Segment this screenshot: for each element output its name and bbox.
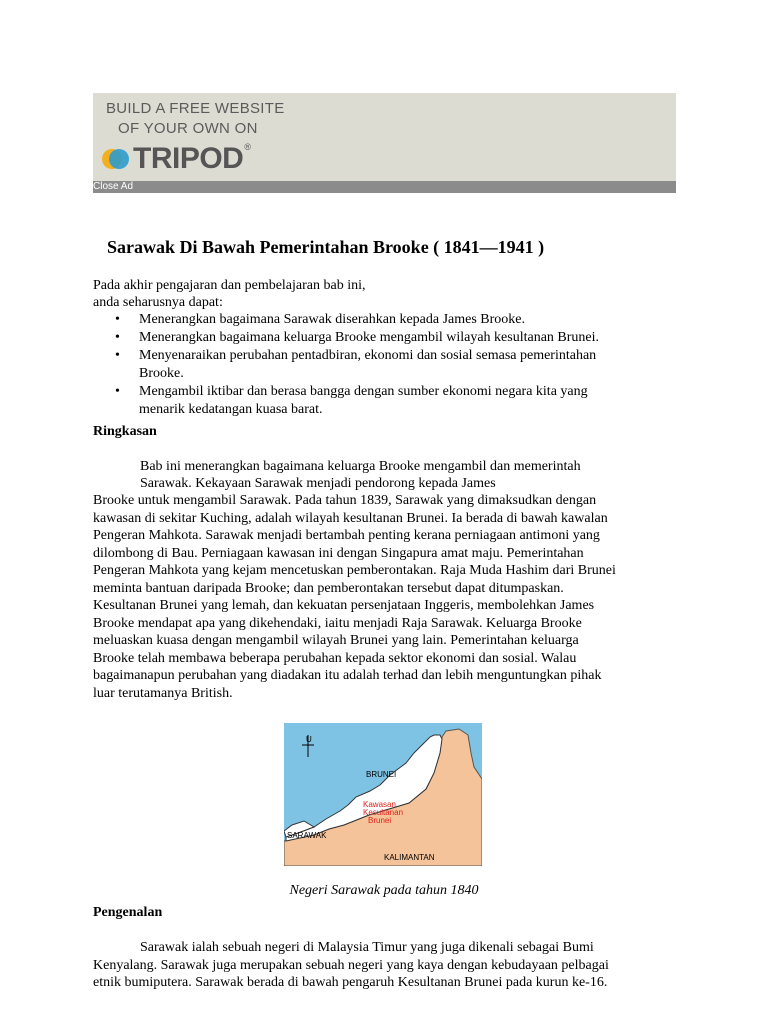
ringkasan-line: meluaskan kuasa dengan mengambil wilayah Brunei yang lain. Pemerintahan keluarga	[93, 633, 579, 648]
tripod-logo	[101, 143, 250, 175]
ringkasan-line: Brooke untuk mengambil Sarawak. Pada tahun 1839, Sarawak yang dimaksudkan dengan	[93, 493, 597, 508]
intro-line-2: anda seharusnya dapat:	[93, 295, 223, 310]
pengenalan-line: Sarawak ialah sebuah negeri di Malaysia Timur yang juga dikenali sebagai Bumi	[140, 940, 594, 955]
tripod-circles-icon	[101, 146, 131, 172]
tripod-brand-text: TRIPOD®	[133, 142, 251, 175]
ringkasan-line: kawasan di sekitar Kuching, adalah wilayah kesultanan Brunei. Ia berada di bawah kawalan	[93, 511, 608, 526]
ringkasan-line: Pengeran Mahkota. Sarawak menjadi bertambah penting kerana perniagaan antimoni yang	[93, 528, 600, 543]
list-item: • Menerangkan bagaimana Sarawak diserahkan kepada James Brooke.	[115, 311, 675, 329]
ringkasan-line: Sarawak. Kekayaan Sarawak menjadi pendorong kepada James	[140, 476, 496, 491]
objectives-list	[115, 311, 675, 419]
ringkasan-line: luar terutamanya British.	[93, 686, 233, 701]
page-title: Sarawak Di Bawah Pemerintahan Brooke ( 1841—1941 )	[107, 237, 545, 257]
tripod-ad-banner[interactable]	[93, 93, 676, 181]
ringkasan-line: dilombong di Bau. Perniagaan kawasan ini dengan Singapura amat maju. Pemerintahan	[93, 546, 584, 561]
map-caption: Negeri Sarawak pada tahun 1840	[289, 883, 479, 898]
ringkasan-line: Bab ini menerangkan bagaimana keluarga Brooke mengambil dan memerintah	[140, 459, 581, 474]
sarawak-label: SARAWAK	[287, 831, 327, 840]
region-label-line: Kesultanan	[363, 808, 404, 817]
sarawak-1840-map	[284, 723, 482, 866]
ringkasan-line: Brooke mendapat apa yang dikehendaki, iaitu menjadi Raja Sarawak. Keluarga Brooke	[93, 616, 582, 631]
close-ad-link[interactable]: Close Ad	[93, 181, 134, 192]
list-item: • Mengambil iktibar dan berasa bangga dengan sumber ekonomi negara kita yang menarik kedatangan kuasa barat.	[115, 383, 675, 419]
pengenalan-line: etnik bumiputera. Sarawak berada di bawah pengaruh Kesultanan Brunei pada kurun ke-16.	[93, 975, 608, 990]
ringkasan-line: meminta bantuan daripada Brooke; dan pemberontakan tersebut dapat ditumpaskan.	[93, 581, 564, 596]
list-item: • Menerangkan bagaimana keluarga Brooke mengambil wilayah kesultanan Brunei.	[115, 329, 675, 347]
pengenalan-line: Kenyalang. Sarawak juga merupakan sebuah negeri yang kaya dengan kebudayaan pelbagai	[93, 958, 609, 973]
region-label-line: Brunei	[368, 816, 392, 825]
region-label-line: Kawasan	[363, 800, 396, 809]
close-ad-bar[interactable]	[93, 181, 676, 193]
ad-line-2: OF YOUR OWN ON	[118, 120, 258, 137]
kalimantan-label: KALIMANTAN	[384, 853, 435, 862]
pengenalan-heading: Pengenalan	[93, 905, 163, 920]
intro-line-1: Pada akhir pengajaran dan pembelajaran bab ini,	[93, 278, 366, 293]
north-label: U	[306, 735, 312, 744]
ringkasan-line: bagaimanapun perubahan yang diadakan itu adalah terhad dan lebih menguntungkan pihak	[93, 668, 602, 683]
brunei-label: BRUNEI	[366, 770, 397, 779]
list-item: • Menyenaraikan perubahan pentadbiran, ekonomi dan sosial semasa pemerintahan Brooke.	[115, 347, 675, 383]
ringkasan-line: Kesultanan Brunei yang lemah, dan kekuatan persenjataan Inggeris, membolehkan James	[93, 598, 595, 613]
ringkasan-line: Pengeran Mahkota yang kejam mencetuskan pemberontakan. Raja Muda Hashim dari Brunei	[93, 563, 616, 578]
ringkasan-heading: Ringkasan	[93, 424, 157, 439]
ringkasan-line: Brooke telah membawa beberapa perubahan kepada sektor ekonomi dan sosial. Walau	[93, 651, 577, 666]
ad-line-1: BUILD A FREE WEBSITE	[106, 100, 285, 117]
